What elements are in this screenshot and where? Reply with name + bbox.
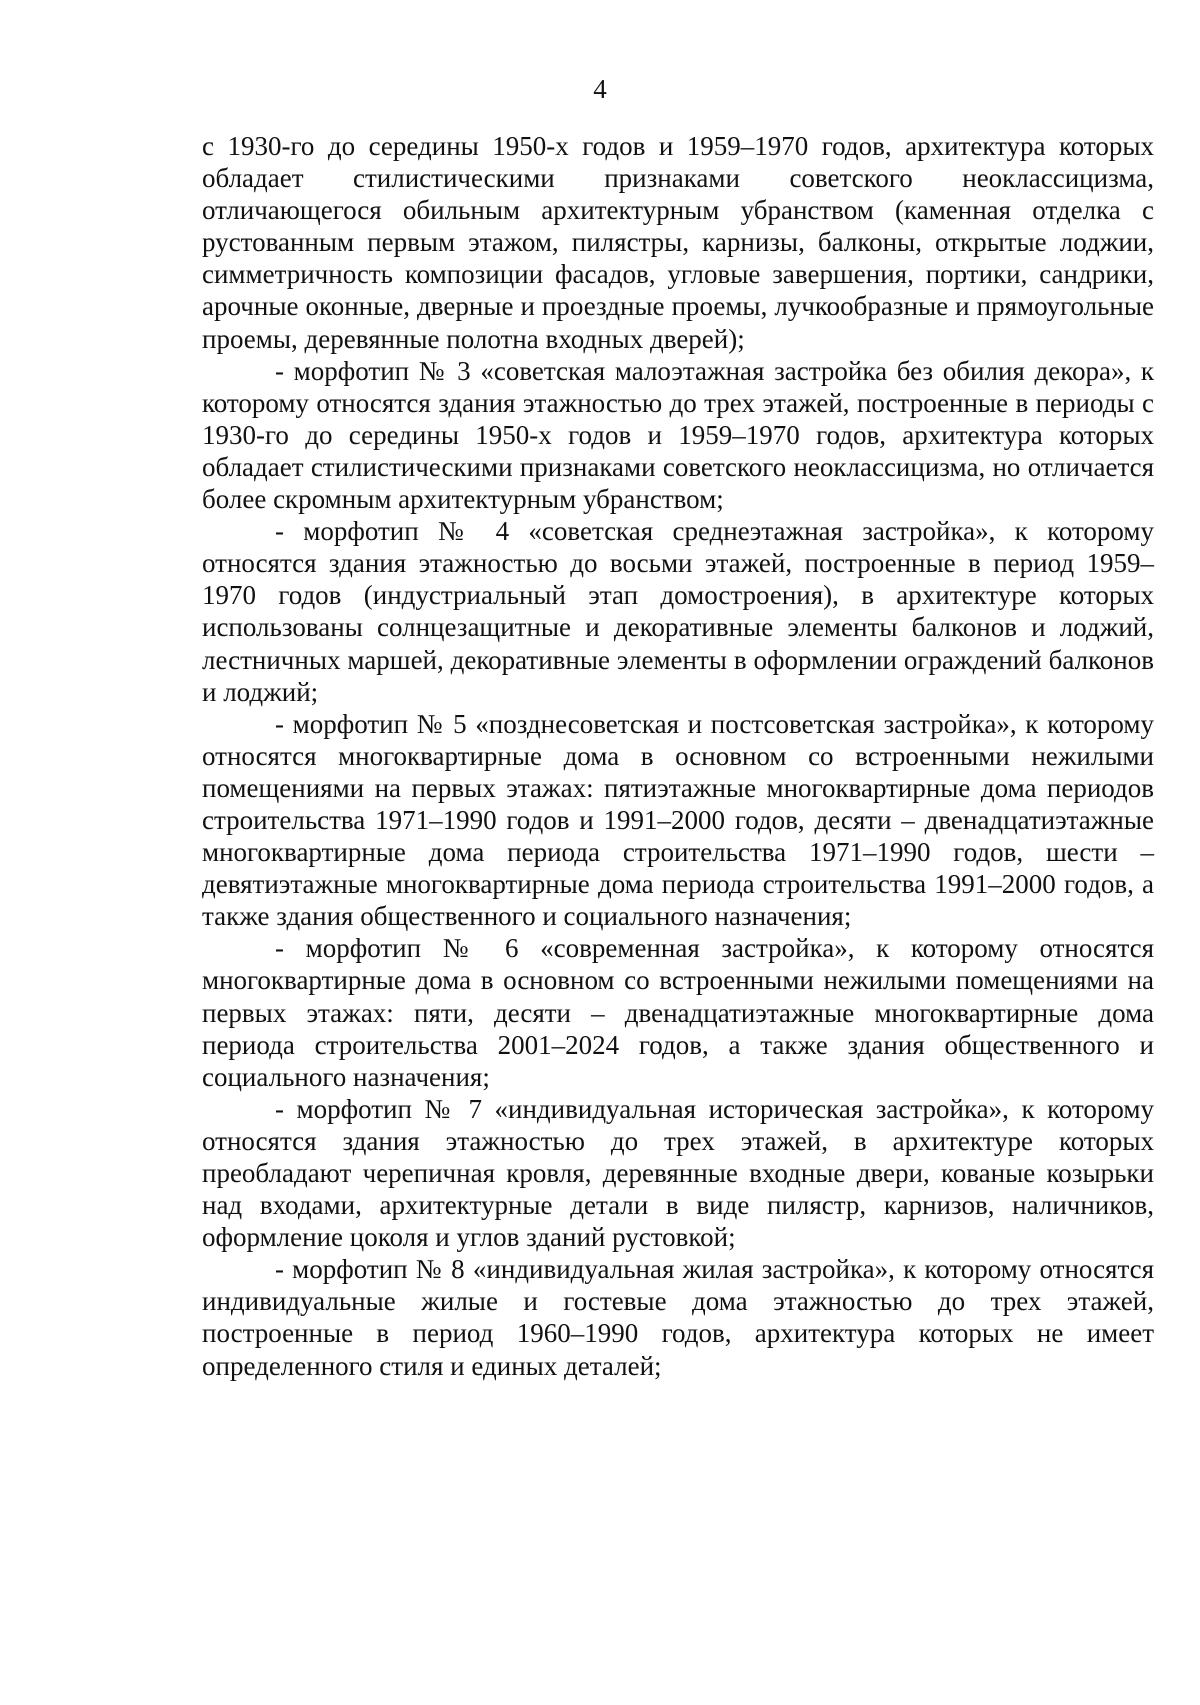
paragraph-morphotype-8: - морфотип № 8 «индивидуальная жилая застройка», к которому относятся индивидуальные жилые и гостевые дома этажностью до трех этажей, построенные в период 1960–1990 годов, архитектура которых не имеет определенного стиля и единых деталей; [202,1254,1154,1381]
page-number: 4 [593,74,607,104]
paragraph-morphotype-3: - морфотип № 3 «советская малоэтажная застройка без обилия декора», к которому относятся здания этажностью до трех этажей, построенные в периоды с 1930-го до середины 1950-х годов и 1959–1970 годов, архитектура которых обладает стилистическими признаками советского неоклассицизма, но отличается более скромным архитектурным убранством; [202,355,1154,515]
paragraph-continuation: с 1930-го до середины 1950-х годов и 1959–1970 годов, архитектура которых обладает стилистическими признаками советского неоклассицизма, отличающегося обильным архитектурным убранством (каменная отделка с рустованным первым этажом, пилястры, карнизы, балконы, открытые лоджии, симметричность композиции фасадов, угловые завершения, портики, сандрики, арочные оконные, дверные и проездные проемы, лучкообразные и прямоугольные проемы, деревянные полотна входных дверей); [202,131,1154,354]
paragraph-morphotype-6: - морфотип № 6 «современная застройка», к которому относятся многоквартирные дома в основном со встроенными нежилыми помещениями на первых этажах: пяти, десяти – двенадцатиэтажные многоквартирные дома периода строительства 2001–2024 годов, а также здания общественного и социального назначения; [202,933,1154,1092]
paragraph-morphotype-5: - морфотип № 5 «позднесоветская и постсоветская застройка», к которому относятся многоквартирные дома в основном со встроенными нежилыми помещениями на первых этажах: пятиэтажные многоквартирные дома периодов строительства 1971–1990 годов и 1991–2000 годов, десяти – двенадцатиэтажные многоквартирные дома периода строительства 1971–1990 годов, шести – девятиэтажные многоквартирные дома периода строительства 1991–2000 годов, а также здания общественного и социального назначения; [202,708,1154,932]
paragraph-morphotype-7: - морфотип № 7 «индивидуальная историческая застройка», к которому относятся здания этажностью до трех этажей, в архитектуре которых преобладают черепичная кровля, деревянные входные двери, кованые козырьки над входами, архитектурные детали в виде пилястр, карнизов, наличников, оформление цоколя и углов зданий рустовкой; [202,1093,1154,1253]
document-body [202,130,1154,1382]
paragraph-morphotype-4: - морфотип № 4 «советская среднеэтажная застройка», к которому относятся здания этажностью до восьми этажей, построенные в период 1959–1970 годов (индустриальный этап домостроения), в архитектуре которых использованы солнцезащитные и декоративные элементы балконов и лоджий, лестничных маршей, декоративные элементы в оформлении ограждений балконов и лоджий; [202,516,1154,707]
